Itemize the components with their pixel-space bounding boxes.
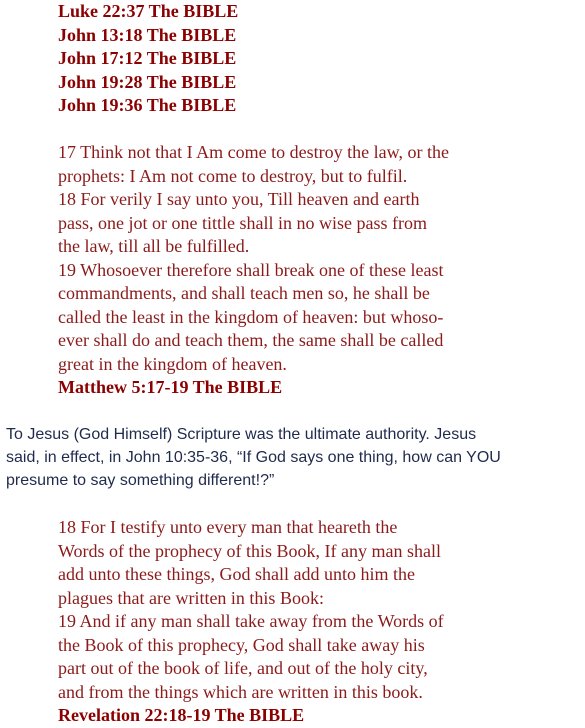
verse-line: 18 For I testify unto every man that heareth the — [58, 517, 398, 537]
verse-line: 19 Whosoever therefore shall break one of these least — [58, 259, 444, 280]
top-reference-list — [0, 0, 248, 118]
matthew-passage — [0, 141, 459, 400]
verse-line: 19 And if any man shall take away from the Words of — [58, 611, 444, 631]
verse-line: ever shall do and teach them, the same shall be called — [58, 330, 444, 350]
verse-line: Words of the prophecy of this Book, If any man shall — [58, 540, 441, 561]
verse-line: prophets: I Am not come to destroy, but to fulfil. — [58, 165, 408, 186]
reference-line: John 19:28 The BIBLE — [58, 71, 237, 92]
verse-line: the Book of this prophecy, God shall take away his — [58, 634, 425, 655]
reference-line: Luke 22:37 The BIBLE — [58, 1, 239, 21]
verse-line: 18 For verily I say unto you, Till heaven and earth — [58, 189, 420, 209]
reference-line: John 19:36 The BIBLE — [58, 95, 237, 115]
prose-line: To Jesus (God Himself) Scripture was the ultimate authority. Jesus — [6, 426, 477, 443]
prose-line: said, in effect, in John 10:35-36, “If God says one thing, how can YOU — [6, 449, 501, 466]
verse-line: 17 Think not that I Am come to destroy the law, or the — [58, 142, 449, 162]
verse-line: great in the kingdom of heaven. — [58, 353, 287, 374]
verse-line: part out of the book of life, and out of the holy city, — [58, 658, 428, 678]
verse-line: plagues that are written in this Book: — [58, 587, 324, 608]
reference-line: John 17:12 The BIBLE — [58, 48, 237, 68]
revelation-passage — [0, 516, 454, 728]
verse-line: the law, till all be fulfilled. — [58, 236, 250, 256]
verse-line: commandments, and shall teach men so, he shall be — [58, 283, 430, 303]
commentary-paragraph — [0, 423, 507, 492]
prose-line: presume to say something different!?” — [6, 472, 275, 489]
verse-line: and from the things which are written in this book. — [58, 681, 423, 702]
verse-line: pass, one jot or one tittle shall in no wise pass from — [58, 212, 427, 233]
matthew-reference: Matthew 5:17-19 The BIBLE — [58, 377, 283, 397]
revelation-reference: Revelation 22:18-19 The BIBLE — [58, 705, 305, 725]
reference-line: John 13:18 The BIBLE — [58, 24, 237, 45]
verse-line: add unto these things, God shall add unto him the — [58, 564, 415, 584]
verse-line: called the least in the kingdom of heaven: but whoso- — [58, 306, 444, 327]
